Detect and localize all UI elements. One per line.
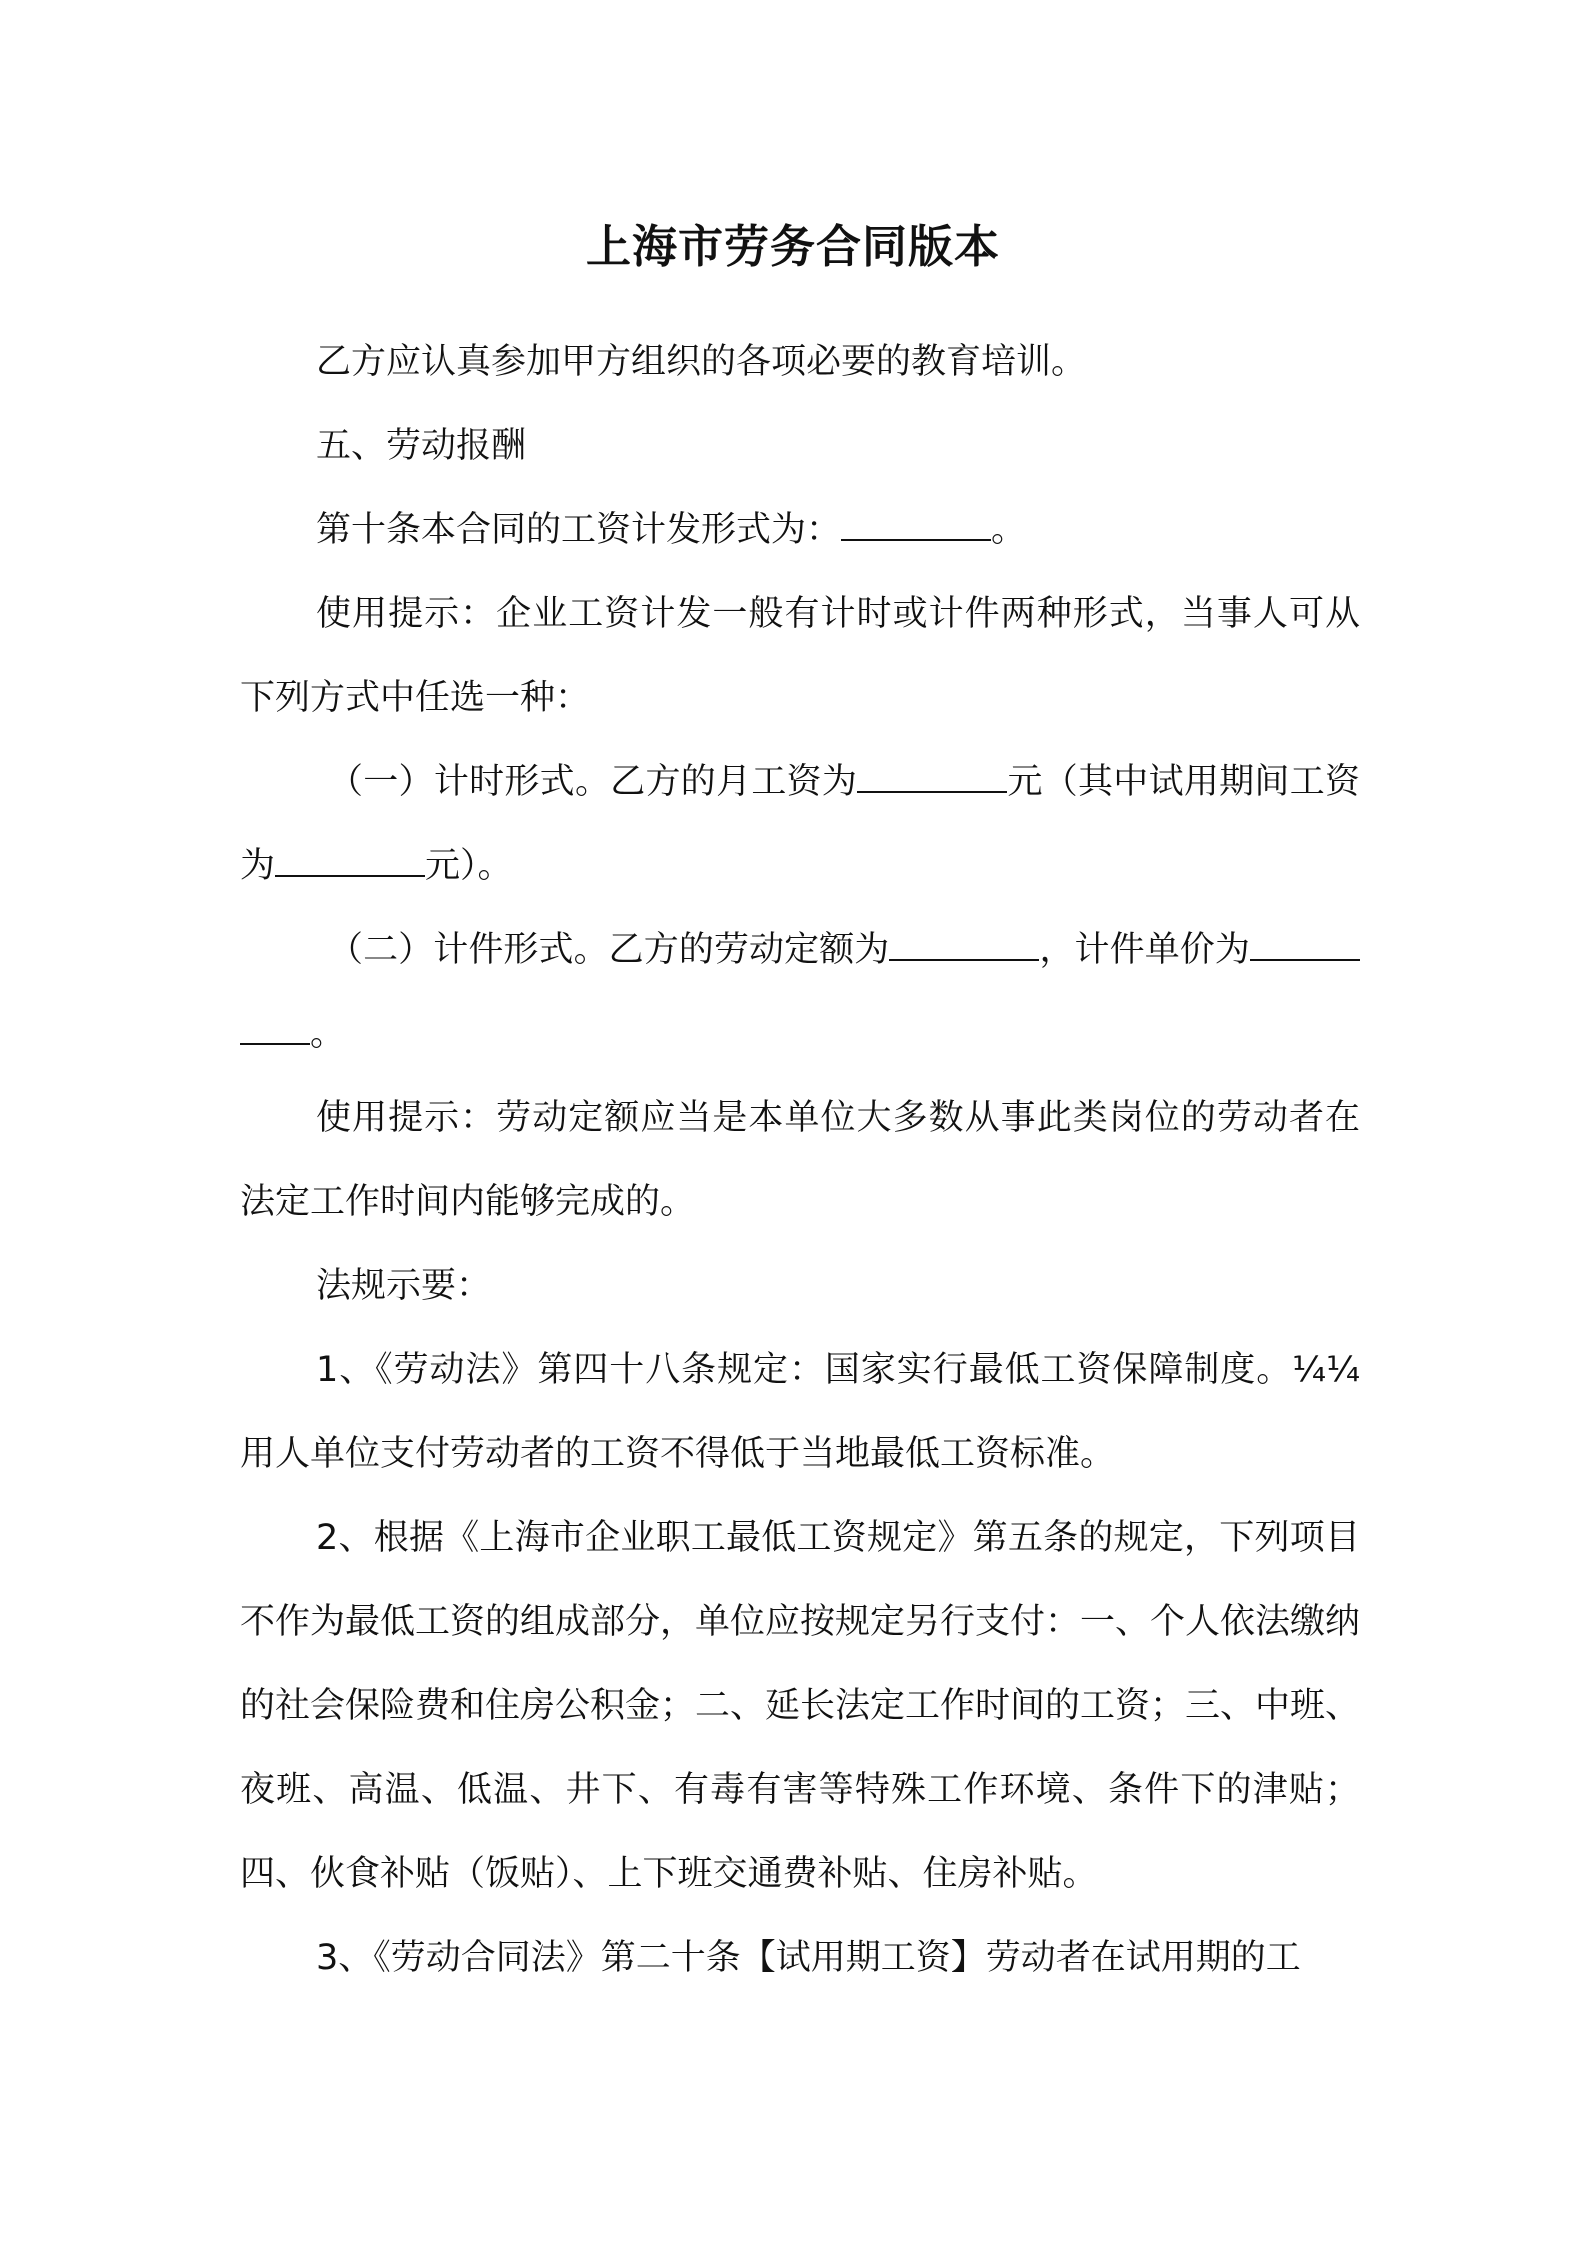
paragraph-regulation-2: 2、根据《上海市企业职工最低工资规定》第五条的规定，下列项目不作为最低工资的组成部分，单位应按规定另行支付：一、个人依法缴纳的社会保险费和住房公积金；二、延长法定工作时间的工资；三、中班、夜班、高温、低温、井下、有毒有害等特殊工作环境、条件下的津贴；四、伙食补贴（饭贴）、上下班交通费补贴、住房补贴。	[240, 1518, 1361, 1894]
piece-based-text-a: （二）计件形式。乙方的劳动定额为	[328, 930, 890, 970]
article-ten-text: 第十条本合同的工资计发形式为：	[316, 510, 842, 550]
paragraph-article-ten	[240, 488, 1360, 572]
probation-wage-blank	[275, 843, 425, 877]
document-title: 上海市劳务合同版本	[585, 220, 1000, 273]
document-body	[240, 320, 1360, 2000]
unit-price-blank-a	[1250, 927, 1360, 961]
piece-based-text-b: ，计件单价为	[1039, 930, 1250, 970]
paragraph-piece-based	[240, 908, 1360, 1076]
paragraph-training: 乙方应认真参加甲方组织的各项必要的教育培训。	[316, 342, 1087, 382]
paragraph-regulation-3: 3、《劳动合同法》第二十条【试用期工资】劳动者在试用期的工	[316, 1938, 1301, 1978]
paragraph-usage-tip-wage-forms: 使用提示：企业工资计发一般有计时或计件两种形式，当事人可从下列方式中任选一种：	[240, 594, 1360, 718]
time-based-text-c: 元）。	[425, 846, 513, 886]
piece-based-text-c: 。	[310, 1014, 346, 1054]
section-heading-remuneration: 五、劳动报酬	[316, 426, 527, 466]
time-based-text-a: （一）计时形式。乙方的月工资为	[328, 762, 858, 802]
paragraph-regulation-heading: 法规示要：	[316, 1266, 492, 1306]
monthly-wage-blank	[857, 759, 1007, 793]
paragraph-usage-tip-quota: 使用提示：劳动定额应当是本单位大多数从事此类岗位的劳动者在法定工作时间内能够完成的。	[240, 1098, 1360, 1222]
wage-form-blank	[841, 507, 991, 541]
labor-quota-blank	[889, 927, 1039, 961]
paragraph-time-based	[240, 740, 1360, 908]
unit-price-blank-b	[240, 1011, 310, 1045]
time-based-text-b: 元（其中试用期间工资为	[240, 762, 1360, 886]
article-ten-end: 。	[991, 510, 1027, 550]
paragraph-regulation-1: 1、《劳动法》第四十八条规定：国家实行最低工资保障制度。¼¼用人单位支付劳动者的工资不得低于当地最低工资标准。	[240, 1350, 1360, 1474]
